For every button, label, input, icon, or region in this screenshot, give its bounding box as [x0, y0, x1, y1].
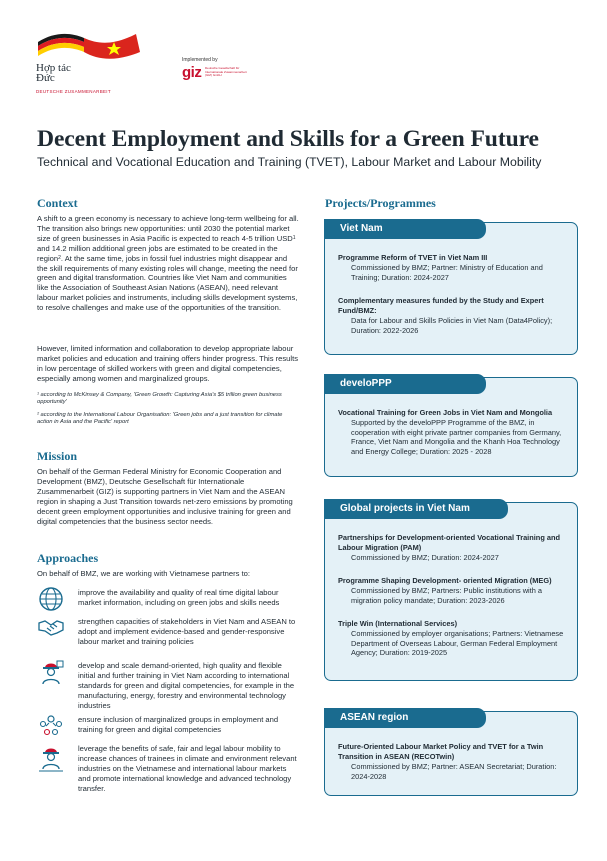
page-subtitle: Technical and Vocational Education and Training (TVET), Labour Market and Labour Mobility: [37, 155, 542, 169]
giz-logo: giz: [182, 64, 202, 81]
approach-item: ensure inclusion of marginalized groups in employment and training for green and digital competencies: [37, 712, 299, 742]
approach-item: strengthen capacities of stakeholders in Viet Nam and ASEAN to adopt and implement evidence-based and gender-responsive labour market and training policies: [37, 613, 299, 643]
asean-tab: ASEAN region: [324, 708, 486, 728]
project-title: Programme Reform of TVET in Viet Nam III: [338, 253, 488, 262]
footnote-1: ¹ according to McKinsey & Company, 'Green Growth: Capturing Asia's $5 trillion green business opportunity': [37, 392, 282, 405]
approach-item: improve the availability and quality of real time digital labour market information, including on green jobs and skills needs: [37, 585, 299, 615]
logo-subtext: DEUTSCHE ZUSAMMENARBEIT: [36, 89, 111, 94]
implemented-by-label: Implemented by: [182, 57, 218, 63]
context-paragraph-1: A shift to a green economy is necessary to achieve long-term wellbeing for all. The transition also brings new opportunities: until 2030 the potential market size of green businesses in Asia Pacific is expected to reach 4-5 trillion USD$^1$ and 14.2 million additional green jobs are estimated to be created in the region$^2$. At the same time, jobs in fossil fuel industries might disappear and the skill requirements of many existing roles will change, meeting the need for green and digital transformation. Countries like Viet Nam and communities like the Association of Southeast Asian Nations (ASEAN), need relevant labour market policies and instruments, including skills development systems, to resolve challenges and make use of the opportunities of the transition.: [37, 214, 299, 313]
approach-item: develop and scale demand-oriented, high quality and flexible initial and further training in Viet Nam according to international standards for green and digital competencies, for example in the manufacturing, energy, forestry and environmental technology industries: [37, 657, 299, 687]
project-description: Commissioned by BMZ; Partners: Public institutions with a migration policy mandate; Duration: 2023-2026: [351, 586, 542, 605]
vietnam-projects-box: [324, 222, 578, 355]
project-description: Commissioned by BMZ; Partner: Ministry of Education and Training; Duration: 2024-2027: [351, 263, 543, 282]
context-paragraph-2: However, limited information and collaboration to develop appropriate labour market policies and education and training offers hinder progress. This results in low percentage of skilled workers with green and digital competencies, especially among women and marginalized groups.: [37, 344, 299, 383]
projects-heading: Projects/Programmes: [325, 196, 436, 210]
project-description: Commissioned by BMZ; Partner: ASEAN Secretariat; Duration: 2024-2028: [351, 762, 557, 781]
global-projects-tab: Global projects in Viet Nam: [324, 499, 508, 519]
context-heading: Context: [37, 196, 78, 210]
approach-item: leverage the benefits of safe, fair and legal labour mobility to increase chances of trainees in climate and environment relevant industries on the Vietnamese and international labour markets and promote international knowledge and advanced technology transfer.: [37, 744, 299, 774]
globe-icon: [37, 585, 65, 613]
mission-heading: Mission: [37, 449, 78, 463]
project-title: Vocational Training for Green Jobs in Viet Nam and Mongolia: [338, 408, 553, 417]
mission-text: On behalf of the German Federal Ministry for Economic Cooperation and Development (BMZ), Deutsche Gesellschaft für Internationale Zusammenarbeit (GIZ) is supporting partners in Viet Nam and the ASEAN region in shaping a Just Transition towards net-zero emissions by promoting decent green employment opportunities and inclusive training for green and digital competencies that the business sector needs.: [37, 467, 293, 526]
logo-hoptac-text: Hợp tác Đức: [36, 62, 71, 84]
developpp-tab: develoPPP: [324, 374, 486, 394]
people-icon: [37, 712, 65, 740]
project-description: Commissioned by employer organisations; Partners: Vietnamese Department of Overseas Labour, German Federal Employment Agency; Duration: 2019-2025: [351, 629, 564, 658]
giz-logo-subtext: Deutsche Gesellschaft für Internationale Zusammenarbeit (GIZ) GmbH: [205, 66, 247, 77]
project-title: Future-Oriented Labour Market Policy and TVET for a Twin Transition in ASEAN (RECOTwin): [338, 742, 544, 761]
page-title: Decent Employment and Skills for a Green Future: [37, 126, 539, 152]
project-title: Partnerships for Development-oriented Vocational Training and Labour Migration (PAM): [338, 533, 561, 552]
mobility-icon: [37, 744, 65, 772]
vietnam-tab: Viet Nam: [324, 219, 486, 239]
approaches-heading: Approaches: [37, 551, 99, 565]
project-description: Data for Labour and Skills Policies in Viet Nam (Data4Policy); Duration: 2022-2026: [351, 316, 553, 335]
project-title: Triple Win (International Services): [338, 619, 458, 628]
flag-ribbon-icon: [36, 28, 146, 64]
project-title: Programme Shaping Development- oriented Migration (MEG): [338, 576, 552, 585]
approaches-intro: On behalf of BMZ, we are working with Vietnamese partners to:: [37, 569, 251, 578]
worker-icon: [37, 657, 65, 685]
project-description: Commissioned by BMZ; Duration: 2024-2027: [351, 553, 499, 562]
project-description: Supported by the develoPPP Programme of the BMZ, in cooperation with eight private partner companies from Germany, France, Viet Nam and Mongolia and the Khanh Hoa Technology and Energy College; Duration: 2025 - 2028: [351, 418, 562, 456]
footnote-2: ² according to the International Labour Organisation: 'Green jobs and a just transition for climate action in Asia and the Pacific' report: [37, 412, 283, 425]
global-projects-box: [324, 502, 578, 681]
handshake-icon: [37, 613, 65, 641]
hoptac-duc-logo: [36, 28, 146, 96]
project-title: Complementary measures funded by the Study and Expert Fund/BMZ:: [338, 296, 544, 315]
